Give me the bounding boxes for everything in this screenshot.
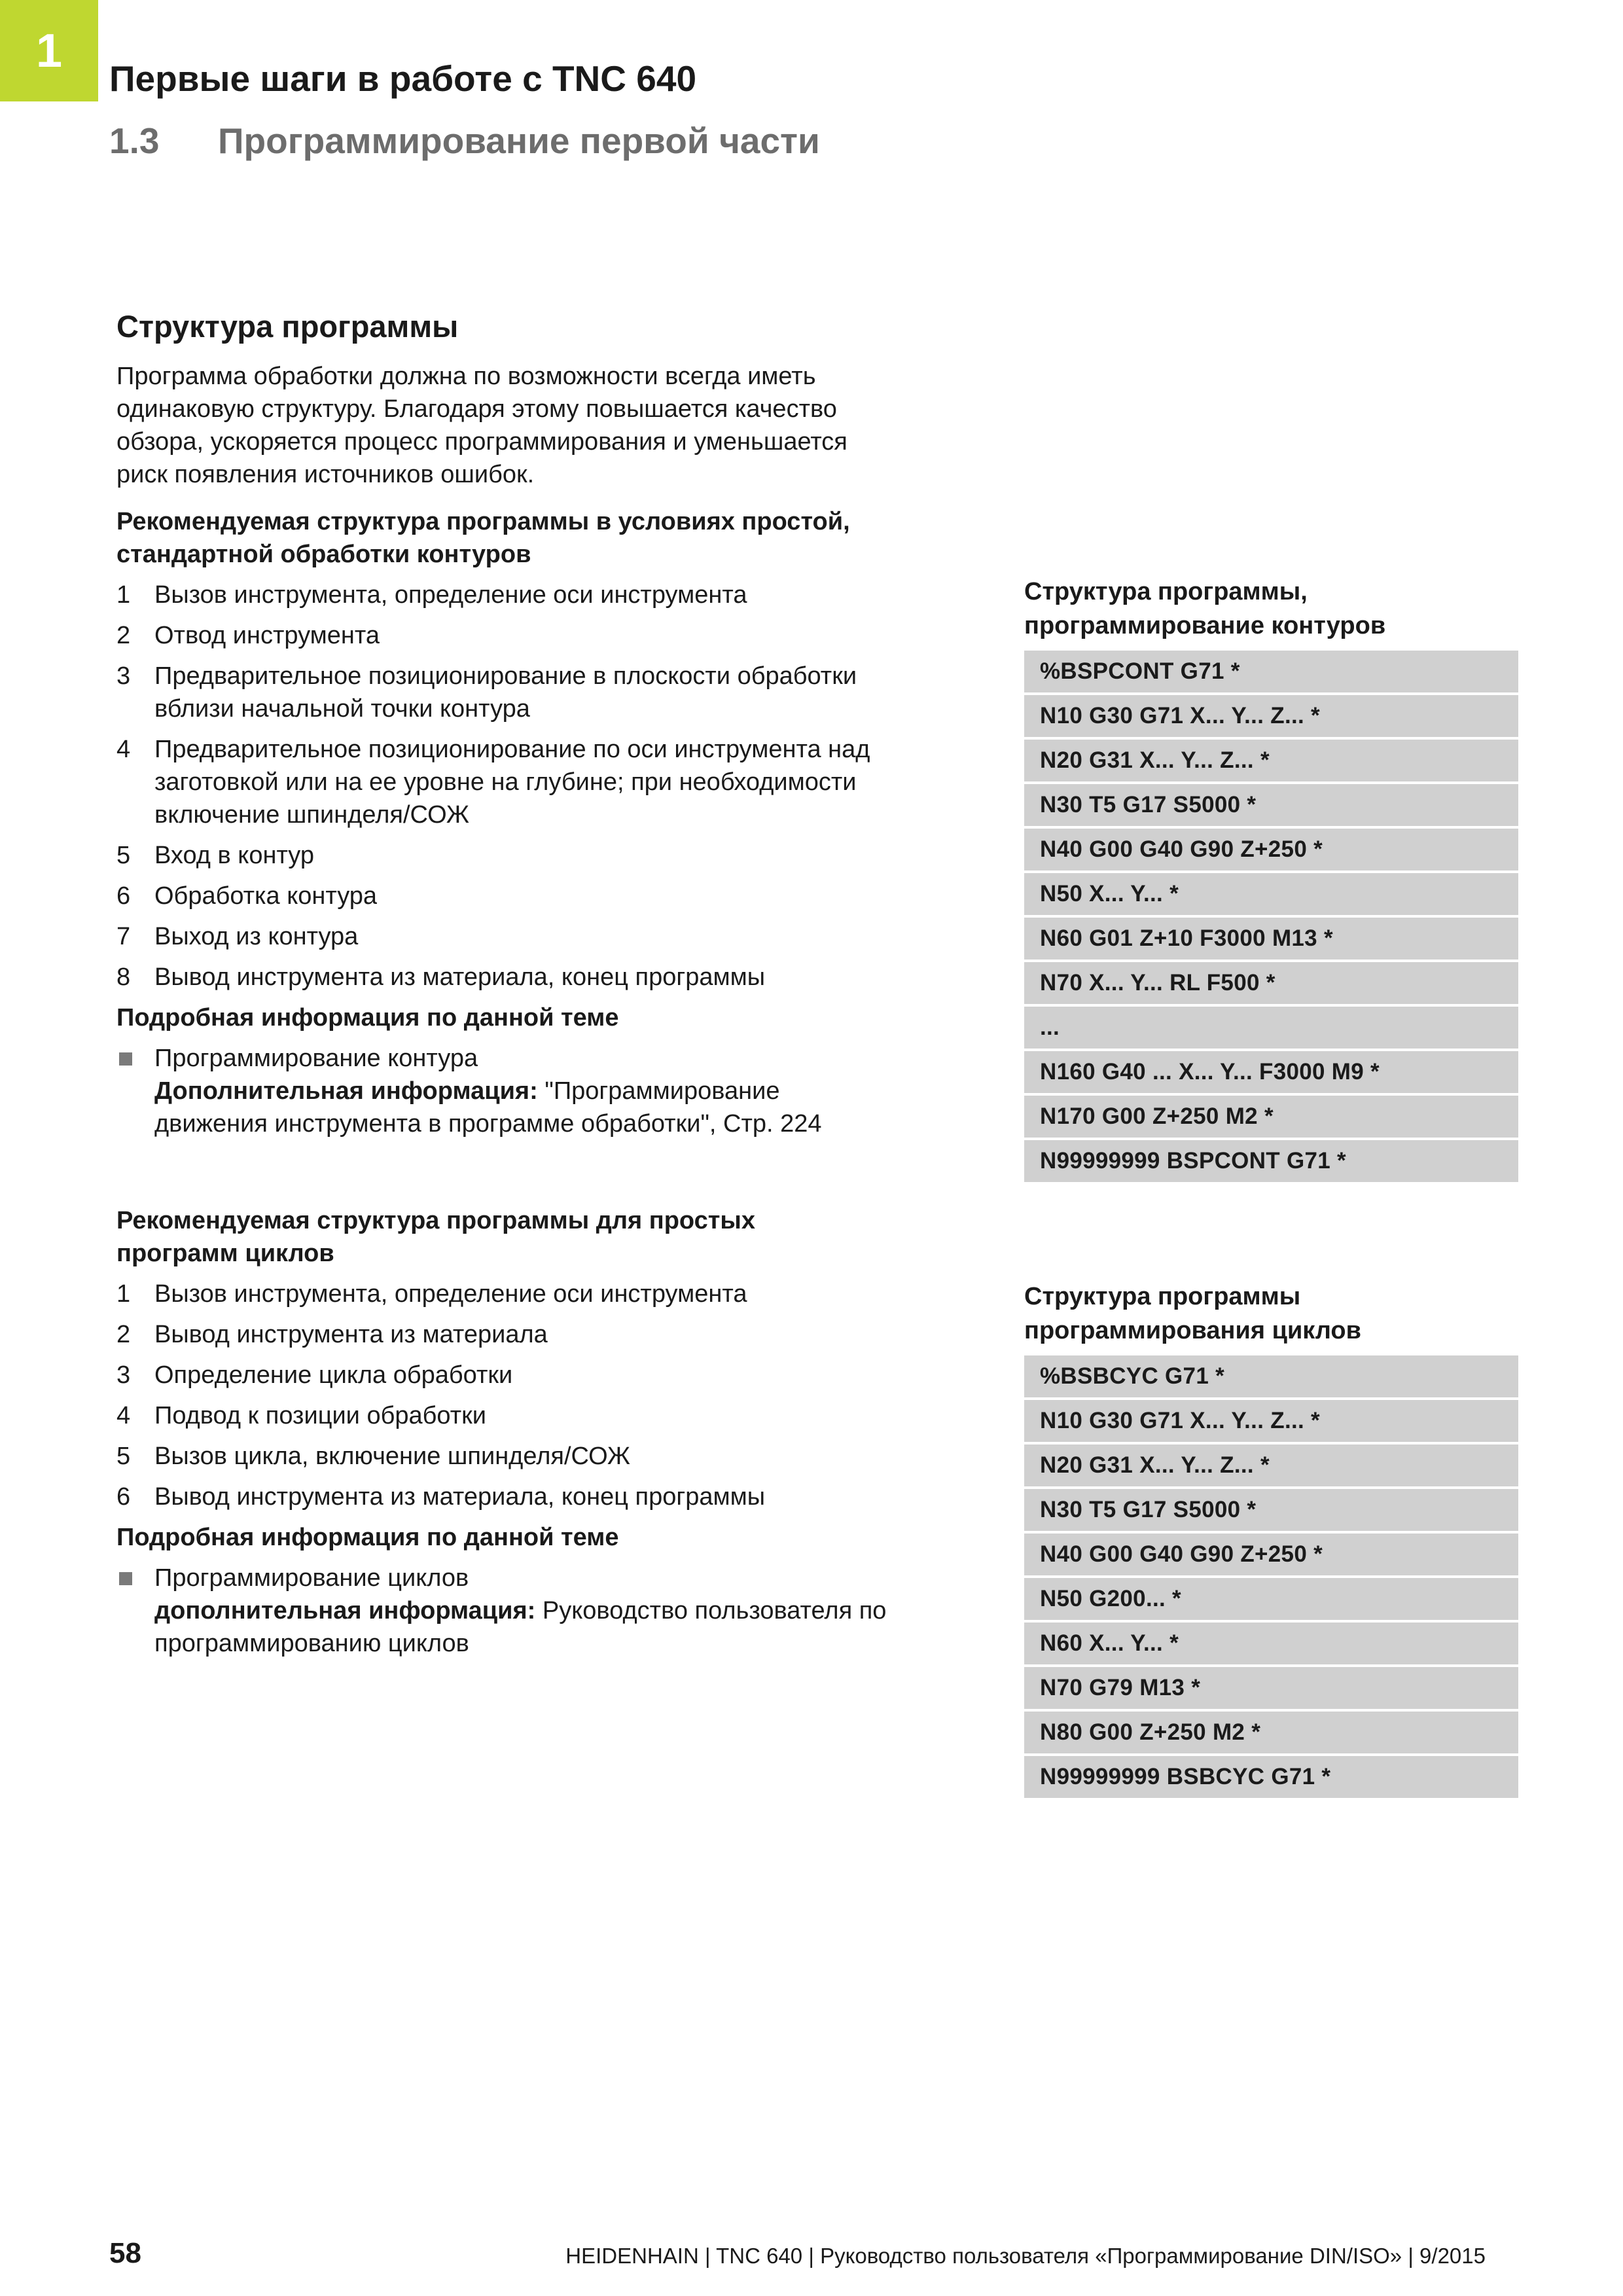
square-bullet-icon (116, 1042, 154, 1140)
code-line: N160 G40 ... X... Y... F3000 M9 * (1024, 1051, 1518, 1093)
footer-text: HEIDENHAIN | TNC 640 | Руководство пользователя «Программирование DIN/ISO» | 9/2015 (565, 2244, 1486, 2268)
step-number: 1 (116, 581, 131, 609)
step-text: Вызов инструмента, определение оси инструмента (154, 1280, 747, 1308)
intro-paragraph (116, 360, 993, 491)
chapter-number-badge: 1 (0, 0, 98, 101)
code-line: N40 G00 G40 G90 Z+250 * (1024, 1534, 1518, 1575)
list-item (116, 1399, 993, 1432)
contour-program-example (1024, 575, 1518, 1185)
example-heading (1024, 1280, 1518, 1348)
step-text: Вывод инструмента из материала, конец программы (154, 963, 766, 991)
square-bullet-icon (116, 1562, 154, 1660)
step-text: Вывод инструмента из материала (154, 1321, 548, 1348)
step-text: Выход из контура (154, 923, 359, 950)
step-number: 3 (116, 1361, 131, 1389)
list-item (116, 1318, 993, 1351)
more-info-reference[interactable]: движения инструмента в программе обработки", Стр. 224 (154, 1110, 822, 1138)
example-heading-line: Структура программы (1024, 1283, 1301, 1310)
page-number: 58 (109, 2237, 141, 2269)
cycle-structure-heading (116, 1204, 993, 1270)
contour-steps-list (116, 579, 993, 994)
list-item (116, 579, 993, 611)
code-line: N40 G00 G40 G90 Z+250 * (1024, 829, 1518, 870)
example-heading-line: программирования циклов (1024, 1317, 1362, 1344)
cycle-structure-section (116, 1204, 993, 1660)
intro-line: обзора, ускоряется процесс программирования и уменьшается (116, 428, 847, 456)
step-text: вблизи начальной точки контура (154, 695, 530, 723)
list-item (116, 839, 993, 872)
subheading-line: Рекомендуемая структура программы для простых (116, 1207, 755, 1234)
more-info-reference[interactable]: программированию циклов (154, 1630, 469, 1657)
step-text: Обработка контура (154, 882, 378, 910)
intro-line: одинаковую структуру. Благодаря этому повышается качество (116, 395, 837, 423)
more-info-label: Дополнительная информация: (154, 1077, 538, 1105)
step-number: 1 (116, 1280, 131, 1308)
step-text: Предварительное позиционирование в плоскости обработки (154, 662, 857, 690)
more-info-reference[interactable]: "Программирование (537, 1077, 780, 1105)
more-info-label: дополнительная информация: (154, 1597, 536, 1624)
step-number: 2 (116, 1321, 131, 1348)
step-text: Вход в контур (154, 842, 314, 869)
step-number: 6 (116, 882, 131, 910)
code-line: N60 X... Y... * (1024, 1623, 1518, 1664)
list-item (116, 880, 993, 912)
code-line: N99999999 BSPCONT G71 * (1024, 1140, 1518, 1182)
example-heading (1024, 575, 1518, 643)
more-info-heading: Подробная информация по данной теме (116, 1524, 619, 1551)
intro-line: Программа обработки должна по возможности всегда иметь (116, 363, 816, 390)
code-line: N70 G79 M13 * (1024, 1667, 1518, 1709)
list-item (116, 619, 993, 652)
code-line: N10 G30 G71 X... Y... Z... * (1024, 695, 1518, 737)
code-line: N80 G00 Z+250 M2 * (1024, 1712, 1518, 1753)
code-line: N30 T5 G17 S5000 * (1024, 1489, 1518, 1531)
example-heading-line: Структура программы, (1024, 578, 1308, 605)
program-structure-section (116, 308, 993, 1140)
step-number: 4 (116, 736, 131, 763)
step-number: 3 (116, 662, 131, 690)
step-number: 5 (116, 842, 131, 869)
code-line: ... (1024, 1007, 1518, 1049)
example-heading-line: программирование контуров (1024, 612, 1386, 639)
step-text: Вызов инструмента, определение оси инструмента (154, 581, 747, 609)
page-heading: Структура программы (116, 309, 459, 344)
more-info-reference[interactable]: Руководство пользователя по (535, 1597, 887, 1624)
list-item (116, 920, 993, 953)
intro-line: риск появления источников ошибок. (116, 461, 535, 488)
step-text: заготовкой или на ее уровне на глубине; при необходимости (154, 768, 857, 796)
code-line: %BSBCYC G71 * (1024, 1355, 1518, 1397)
list-item (116, 961, 993, 994)
more-info-item (116, 1562, 993, 1660)
code-line: N170 G00 Z+250 M2 * (1024, 1096, 1518, 1138)
step-text: Вызов цикла, включение шпинделя/СОЖ (154, 1443, 630, 1470)
subheading-line: стандартной обработки контуров (116, 541, 531, 568)
more-info-topic: Программирование циклов (154, 1564, 469, 1592)
list-item (116, 1359, 993, 1391)
step-text: Определение цикла обработки (154, 1361, 513, 1389)
code-line: N50 G200... * (1024, 1578, 1518, 1620)
subheading-line: программ циклов (116, 1240, 334, 1267)
code-line: N70 X... Y... RL F500 * (1024, 962, 1518, 1004)
cycle-program-example (1024, 1280, 1518, 1801)
step-number: 2 (116, 622, 131, 649)
contour-structure-heading (116, 505, 993, 571)
step-number: 4 (116, 1402, 131, 1429)
list-item (116, 1278, 993, 1310)
code-line: %BSPCONT G71 * (1024, 651, 1518, 692)
section-number: 1.3 (109, 120, 160, 161)
step-number: 7 (116, 923, 131, 950)
more-info-heading: Подробная информация по данной теме (116, 1004, 619, 1031)
code-line: N60 G01 Z+10 F3000 M13 * (1024, 918, 1518, 960)
step-number: 6 (116, 1483, 131, 1511)
more-info-topic: Программирование контура (154, 1045, 478, 1072)
cycle-steps-list (116, 1278, 993, 1513)
section-title: Программирование первой части (218, 120, 820, 161)
code-line: N20 G31 X... Y... Z... * (1024, 1444, 1518, 1486)
code-line: N50 X... Y... * (1024, 873, 1518, 915)
step-text: включение шпинделя/СОЖ (154, 801, 469, 829)
list-item (116, 733, 993, 831)
list-item (116, 1480, 993, 1513)
subheading-line: Рекомендуемая структура программы в условиях простой, (116, 508, 850, 535)
step-text: Предварительное позиционирование по оси инструмента над (154, 736, 870, 763)
step-number: 8 (116, 963, 131, 991)
code-line: N30 T5 G17 S5000 * (1024, 784, 1518, 826)
list-item (116, 660, 993, 725)
chapter-title: Первые шаги в работе с TNC 640 (109, 58, 697, 99)
code-line: N99999999 BSBCYC G71 * (1024, 1756, 1518, 1798)
list-item (116, 1440, 993, 1473)
step-text: Вывод инструмента из материала, конец программы (154, 1483, 766, 1511)
more-info-item (116, 1042, 993, 1140)
code-line: N10 G30 G71 X... Y... Z... * (1024, 1400, 1518, 1442)
step-text: Подвод к позиции обработки (154, 1402, 486, 1429)
code-line: N20 G31 X... Y... Z... * (1024, 740, 1518, 781)
step-number: 5 (116, 1443, 131, 1470)
step-text: Отвод инструмента (154, 622, 380, 649)
